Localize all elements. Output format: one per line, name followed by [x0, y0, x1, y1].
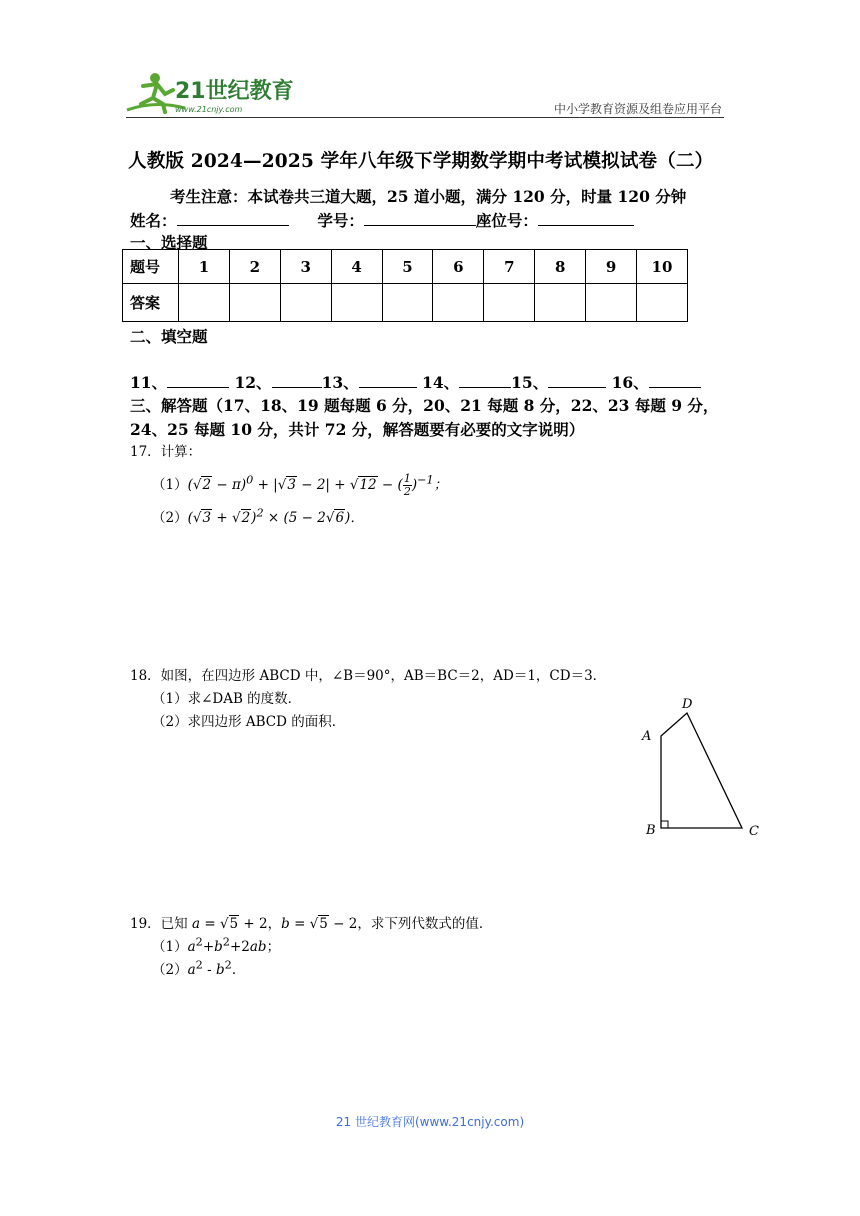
answer-cell[interactable] [586, 284, 637, 322]
q18-part2: （2）求四边形 ABCD 的面积． [152, 714, 346, 730]
label-c: C [749, 824, 759, 839]
logo-text: 21世纪教育 [175, 79, 294, 104]
q-number: 7 [484, 250, 535, 284]
answer-cell[interactable] [484, 284, 535, 322]
footer-link[interactable]: 21 世纪教育网(www.21cnjy.com) [335, 1115, 525, 1129]
right-angle-mark [661, 821, 668, 828]
label-b: B [646, 823, 656, 838]
exam-notice: 考生注意：本试卷共三道大题，25 道小题，满分 120 分，时量 120 分钟 [170, 187, 687, 206]
fill-blanks [130, 371, 701, 393]
label-a: A [642, 729, 652, 744]
q-number: 9 [586, 250, 637, 284]
q19-part2: $(2)a^2 - b^2$． [152, 958, 246, 978]
row-label-answer: 答案 [123, 284, 179, 322]
section3-title: 三、解答题（17、18、19 题每题 6 分，20、21 每题 8 分，22、23 每题 9 分，24、25 每题 10 分，共计 72 分，解答题要有必要的文字说明） [130, 396, 719, 439]
q17-label: 17．计算： [130, 444, 202, 460]
quadrilateral-figure [640, 692, 770, 842]
name-blank[interactable] [177, 211, 289, 226]
q17-p1-label: （1） [152, 477, 188, 493]
section1-title: 一、选择题 [130, 233, 208, 252]
q-number: 4 [331, 250, 382, 284]
fill-blank[interactable] [649, 373, 701, 388]
q19-tail: ，求下列代数式的值． [357, 916, 493, 932]
q17-part1: $(1)(√2 - \pi)^0 + |√3 - 2| + √12$ − ( $\frac{1}{2}$ )$^{-1}$； [152, 472, 448, 498]
answer-cell[interactable] [331, 284, 382, 322]
answer-cell[interactable] [382, 284, 433, 322]
q-number: 2 [229, 250, 280, 284]
logo-url: www.21cnjy.com [175, 105, 243, 114]
fill-label: 15、 [511, 373, 549, 392]
q18-part1: （1）求∠DAB 的度数． [152, 691, 302, 707]
id-label: 学号： [317, 211, 364, 230]
section2-title: 二、填空题 [130, 327, 208, 346]
fill-blank[interactable] [548, 373, 606, 388]
fill-label: 13、 [321, 373, 359, 392]
q-number: 1 [179, 250, 230, 284]
fill-blank[interactable] [272, 373, 322, 388]
q17-part2: $(2)(√3 + √2)^2 \times (5 - 2√6)$． [152, 506, 364, 526]
label-d: D [682, 697, 693, 712]
answer-cell[interactable] [179, 284, 230, 322]
fill-blank[interactable] [359, 373, 417, 388]
q19-text: 19．已知 a = √5 + 2，b = √5 − 2，求下列代数式的值． [130, 916, 493, 932]
answer-cell[interactable] [280, 284, 331, 322]
q19-label: 19．已知 [130, 916, 188, 932]
exam-title: 人教版 2024—2025 学年八年级下学期数学期中考试模拟试卷（二） [128, 151, 714, 172]
answer-cell[interactable] [637, 284, 688, 322]
name-label: 姓名： [130, 211, 177, 230]
q19-part1: $(1)a^2+b^2+2ab$； [152, 935, 281, 955]
row-label-number: 题号 [123, 250, 179, 284]
q-number: 6 [433, 250, 484, 284]
q-number: 10 [637, 250, 688, 284]
logo [125, 70, 300, 118]
fill-label: 14、 [422, 373, 460, 392]
platform-text: 中小学教育资源及组卷应用平台 [553, 102, 722, 116]
q-number: 3 [280, 250, 331, 284]
fill-label: 11、 [130, 373, 168, 392]
fill-blank[interactable] [167, 373, 229, 388]
q19-p1-label: （1） [152, 939, 188, 955]
q18-text: 18．如图，在四边形 ABCD 中，∠B＝90°，AB＝BC＝2，AD＝1，CD＝3． [130, 668, 607, 684]
q17-p2-label: （2） [152, 510, 188, 526]
quadrilateral-outline [661, 713, 742, 828]
answer-cell[interactable] [229, 284, 280, 322]
student-info [130, 209, 634, 231]
fill-label: 12、 [234, 373, 272, 392]
q19-p2-label: （2） [152, 962, 188, 978]
answer-table [122, 249, 688, 322]
q-number: 8 [535, 250, 586, 284]
seat-blank[interactable] [538, 211, 634, 226]
answer-cell[interactable] [433, 284, 484, 322]
fill-blank[interactable] [459, 373, 511, 388]
header-divider [126, 117, 724, 118]
q-number: 5 [382, 250, 433, 284]
seat-label: 座位号： [475, 211, 538, 230]
id-blank[interactable] [364, 211, 476, 226]
fill-label: 16、 [611, 373, 649, 392]
answer-cell[interactable] [535, 284, 586, 322]
